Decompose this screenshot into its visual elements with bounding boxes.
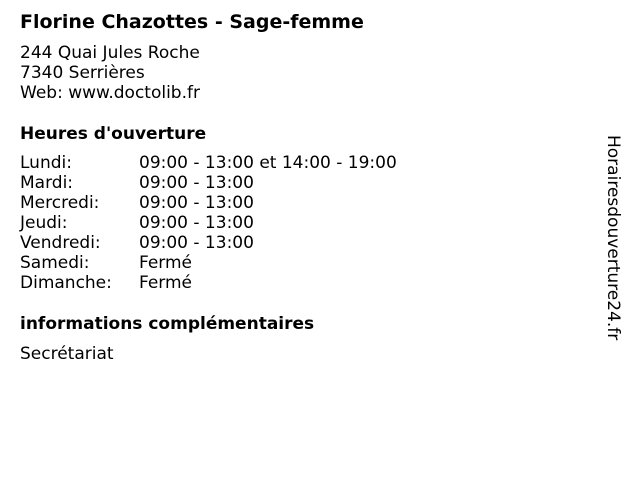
info-text: Secrétariat xyxy=(20,344,114,364)
page-title: Florine Chazottes - Sage-femme xyxy=(20,11,364,33)
day-hours: 09:00 - 13:00 xyxy=(139,193,254,213)
address-web: Web: www.doctolib.fr xyxy=(20,83,200,103)
address-city: 7340 Serrières xyxy=(20,63,145,83)
address-block xyxy=(20,43,200,103)
day-label: Lundi: xyxy=(20,153,72,173)
day-label: Samedi: xyxy=(20,253,90,273)
day-hours: Fermé xyxy=(139,273,193,293)
address-street: 244 Quai Jules Roche xyxy=(20,43,200,63)
day-label: Mardi: xyxy=(20,173,74,193)
day-hours: 09:00 - 13:00 et 14:00 - 19:00 xyxy=(139,153,397,173)
side-brand-watermark: Horairesdouverture24.fr xyxy=(603,135,623,341)
day-hours: Fermé xyxy=(139,253,193,273)
day-label: Dimanche: xyxy=(20,273,112,293)
day-hours: 09:00 - 13:00 xyxy=(139,173,254,193)
info-heading: informations complémentaires xyxy=(20,314,315,334)
day-label: Jeudi: xyxy=(20,213,68,233)
day-hours: 09:00 - 13:00 xyxy=(139,213,254,233)
hours-heading: Heures d'ouverture xyxy=(20,124,207,144)
day-label: Mercredi: xyxy=(20,193,100,213)
day-hours: 09:00 - 13:00 xyxy=(139,233,254,253)
day-label: Vendredi: xyxy=(20,233,101,253)
